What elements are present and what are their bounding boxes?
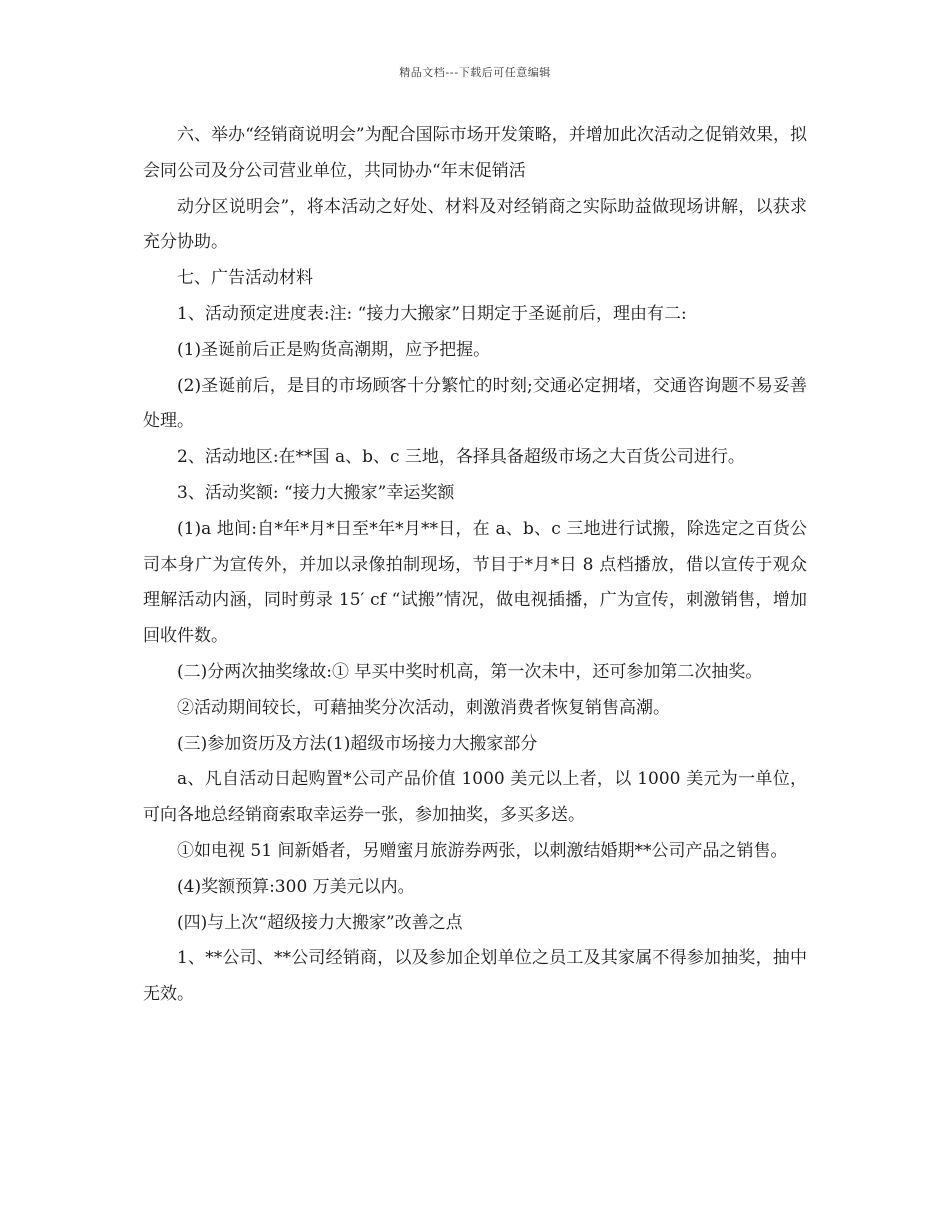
paragraph: a、凡自活动日起购置*公司产品价值 1000 美元以上者，以 1000 美元为一单位，可向各地总经销商索取幸运券一张，参加抽奖，多买多送。 <box>143 769 807 826</box>
paragraph: (二)分两次抽奖缘故:① 早买中奖时机高，第一次未中，还可参加第二次抽奖。 <box>177 661 763 682</box>
paragraph: ①如电视 51 间新婚者，另赠蜜月旅游券两张，以刺激结婚期**公司产品之销售。 <box>177 840 788 861</box>
document-body <box>143 118 807 1013</box>
paragraph: (三)参加资历及方法(1)超级市场接力大搬家部分 <box>177 733 538 754</box>
paragraph: (2)圣诞前后，是目的市场顾客十分繁忙的时刻;交通必定拥堵，交通咨询题不易妥善处理。 <box>143 375 807 432</box>
page-header: 精品文档---下载后可任意编辑 <box>399 66 551 79</box>
paragraph: 3、活动奖额: “接力大搬家”幸运奖额 <box>177 482 455 503</box>
paragraph: 2、活动地区:在**国 a、b、c 三地，各择具备超级市场之大百货公司进行。 <box>177 447 745 468</box>
paragraph: (4)奖额预算:300 万美元以内。 <box>177 876 415 897</box>
paragraph: 1、活动预定进度表:注: “接力大搬家”日期定于圣诞前后，理由有二: <box>177 303 687 324</box>
paragraph: 1、**公司、**公司经销商，以及参加企划单位之员工及其家属不得参加抽奖，抽中无效。 <box>143 948 807 1005</box>
paragraph: ②活动期间较长，可藉抽奖分次活动，刺激消费者恢复销售高潮。 <box>177 697 670 718</box>
paragraph: 动分区说明会”，将本活动之好处、材料及对经销商之实际助益做现场讲解，以获求充分协助。 <box>143 196 807 253</box>
paragraph: (1)a 地间:自*年*月*日至*年*月**日，在 a、b、c 三地进行试搬，除选定之百货公司本身广为宣传外，并加以录像拍制现场，节目于*月*日 8 点档播放，借以宣传于观众理解活动内涵，同时剪录 15′ cf “试搬”情况，做电视插播，广为宣传，刺激销售，增加回收件数。 <box>143 518 807 647</box>
section-heading: 七、广告活动材料 <box>177 268 313 289</box>
paragraph: (四)与上次“超级接力大搬家”改善之点 <box>177 912 463 933</box>
paragraph: 六、举办“经销商说明会”为配合国际市场开发策略，并增加此次活动之促销效果，拟会同公司及分公司营业单位，共同协办“年末促销活 <box>143 125 807 181</box>
paragraph: (1)圣诞前后正是购货高潮期，应予把握。 <box>177 339 491 360</box>
